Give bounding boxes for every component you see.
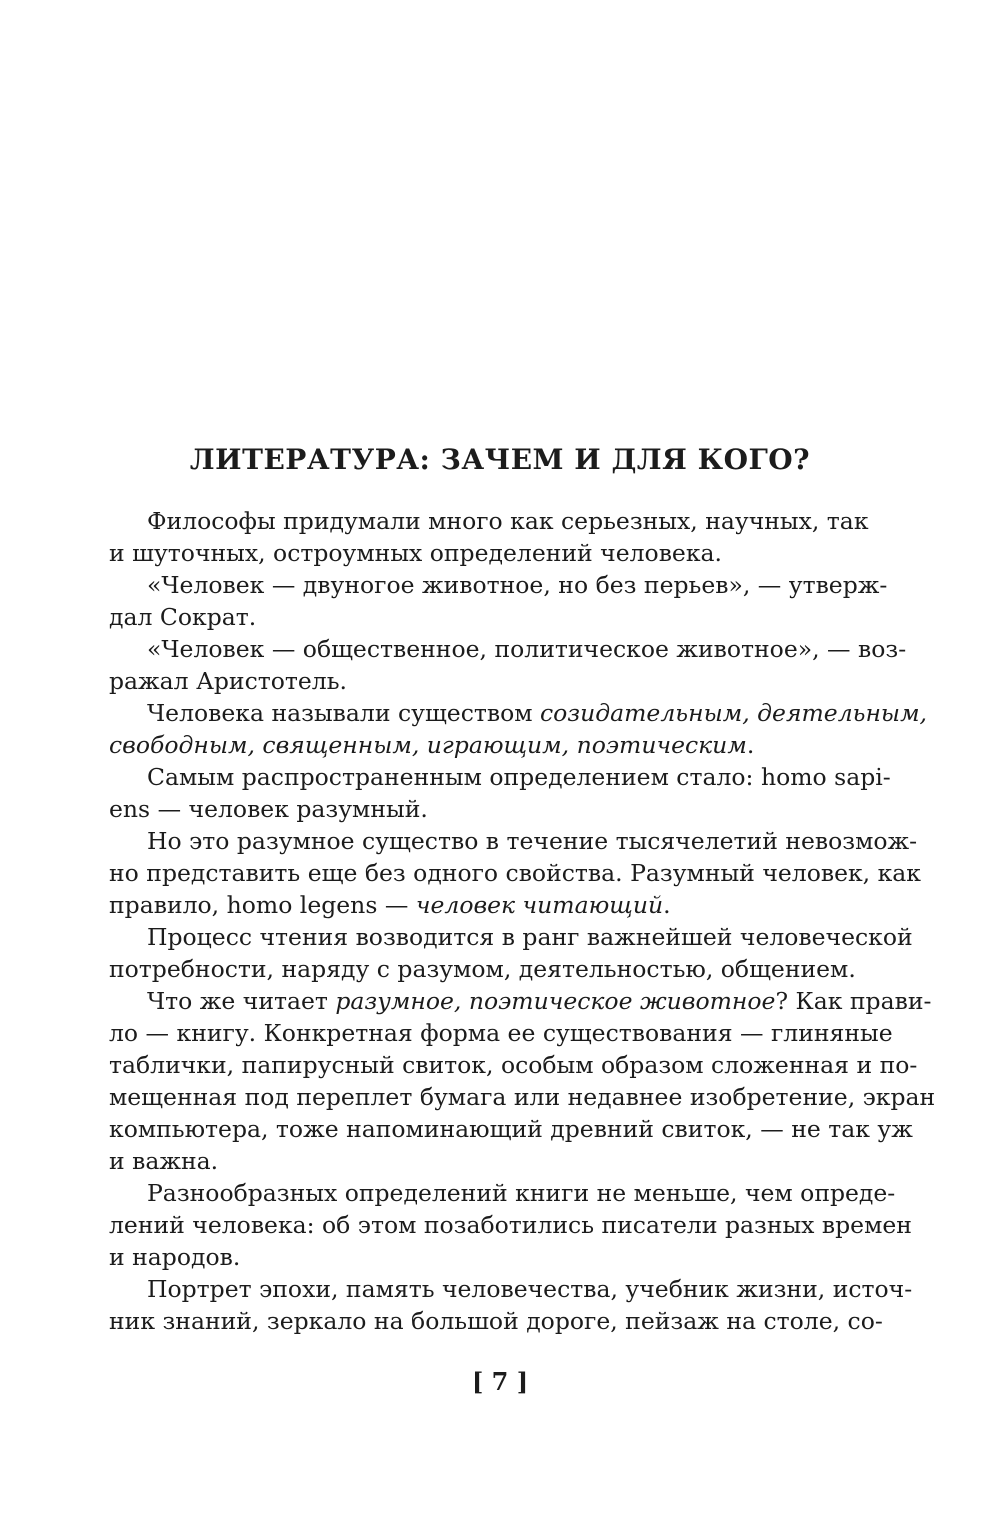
text-line: Философы придумали много как серьезных, научных, так <box>147 507 869 535</box>
text-line: таблички, папирусный свиток, особым образом сложенная и по- <box>109 1051 918 1079</box>
text-run: ? Как прави- <box>775 987 932 1015</box>
text-line: и народов. <box>109 1243 241 1271</box>
text-line: дал Сократ. <box>109 603 257 631</box>
text-line: потребности, наряду с разумом, деятельностью, общением. <box>109 955 856 983</box>
text-line <box>109 985 932 1017</box>
text-run: Что же читает <box>147 987 336 1015</box>
text-line: и шуточных, остроумных определений человека. <box>109 539 723 567</box>
text-line: и важна. <box>109 1147 219 1175</box>
text-line: Разнообразных определений книги не меньше, чем опреде- <box>147 1179 896 1207</box>
text-line: Портрет эпохи, память человечества, учебник жизни, источ- <box>147 1275 913 1303</box>
page-number: [ 7 ] <box>471 1367 529 1396</box>
text-line <box>109 729 849 761</box>
text-line: ens — человек разумный. <box>109 795 428 823</box>
italic-text: свободным, священным, играющим, поэтическим <box>109 731 747 759</box>
text-line <box>109 697 928 729</box>
text-line: «Человек — двуногое животное, но без перьев», — утверж- <box>147 571 888 599</box>
text-run: правило, homo legens — <box>109 891 416 919</box>
text-line: ник знаний, зеркало на большой дороге, пейзаж на столе, со- <box>109 1307 883 1335</box>
text-line: компьютера, тоже напоминающий древний свиток, — не так уж <box>109 1115 913 1143</box>
text-line: мещенная под переплет бумага или недавнее изобретение, экран <box>109 1083 936 1111</box>
text-line: Процесс чтения возводится в ранг важнейшей человеческой <box>147 923 913 951</box>
text-run: . <box>663 891 671 919</box>
chapter-title: ЛИТЕРАТУРА: ЗАЧЕМ И ДЛЯ КОГО? <box>189 443 811 476</box>
text-line <box>109 889 849 921</box>
text-line: «Человек — общественное, политическое животное», — воз- <box>147 635 907 663</box>
italic-text: созидательным, деятельным, <box>539 699 928 727</box>
text-line: лений человека: об этом позаботились писатели разных времен <box>109 1211 912 1239</box>
text-line: ражал Аристотель. <box>109 667 347 695</box>
italic-text: человек читающий <box>415 891 664 919</box>
text-line: но представить еще без одного свойства. Разумный человек, как <box>109 859 921 887</box>
body-text <box>109 505 936 1337</box>
text-run: . <box>746 731 755 759</box>
italic-text: разумное, поэтическое животное <box>335 987 776 1015</box>
text-line: Но это разумное существо в течение тысячелетий невозмож- <box>147 827 918 855</box>
text-line: ло — книгу. Конкретная форма ее существования — глиняные <box>109 1019 893 1047</box>
text-run: Человека называли существом <box>147 699 540 727</box>
text-line: Самым распространенным определением стало: homo sapi- <box>147 763 891 791</box>
